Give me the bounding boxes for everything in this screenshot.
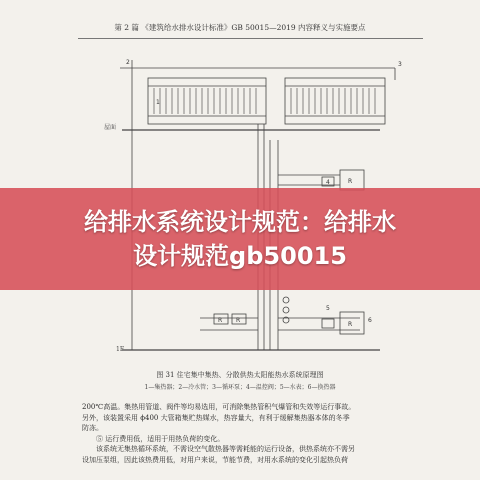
- figure-caption: 图 31 住宅集中集热、分散供热太阳能热水系统原理图: [156, 371, 324, 379]
- body-line-3: 防冻。: [82, 424, 103, 432]
- valve-box-lower-right: [322, 319, 334, 328]
- body-line-1: 200℃高温。集热用管道、阀件等均易选用，可消除集热管积气爆管和失效等运行事故。: [82, 403, 356, 411]
- floor-label: 1F: [116, 346, 124, 353]
- collector-array-right: [285, 78, 385, 124]
- diagram-box-r-upper: R: [348, 178, 353, 185]
- diagram-box-r-lower-3: R: [348, 321, 353, 328]
- body-line-5: 该系统无集热循环系统，不需设空气散热器等需耗能的运行设备，供热系统亦不需另: [96, 445, 355, 453]
- diagram-label-5: 5: [326, 305, 330, 312]
- diagram-label-1: 1: [156, 99, 160, 106]
- body-text: [82, 402, 427, 465]
- banner-title-line-2: 设计规范gb50015: [133, 242, 347, 270]
- title-banner: [0, 188, 480, 290]
- body-line-2: 另外，该装置采用 ϕ400 大管箱集贮热媒水，热容量大，有利于缓解集热器本体的冬季: [82, 413, 350, 422]
- diagram-label-3: 3: [398, 61, 402, 68]
- page-header: 第 2 篇 《建筑给水排水设计标准》GB 50015—2019 内容释义与实施要点: [114, 23, 366, 32]
- roof-label: 屋面: [104, 124, 117, 131]
- banner-title-line-1: 给排水系统设计规范：给排水: [84, 208, 396, 236]
- diagram-label-4: 4: [326, 179, 330, 186]
- diagram-box-r-lower-1: R: [218, 317, 223, 324]
- diagram-label-6: 6: [368, 317, 372, 324]
- body-line-4: ⑤ 运行费用低，适用于用热负荷的变化。: [96, 434, 225, 443]
- figure-legend: 1—集热器；2—冷水管；3—循环泵；4—温控阀；5—水表；6—换热器: [144, 384, 336, 391]
- diagram-box-r-lower-2: R: [236, 317, 241, 324]
- body-line-6: 设加压泵组，因此该热费用低，对用户来说，节能节费，对用水系统的变化引起热负荷: [82, 455, 348, 464]
- diagram-label-2: 2: [126, 59, 130, 66]
